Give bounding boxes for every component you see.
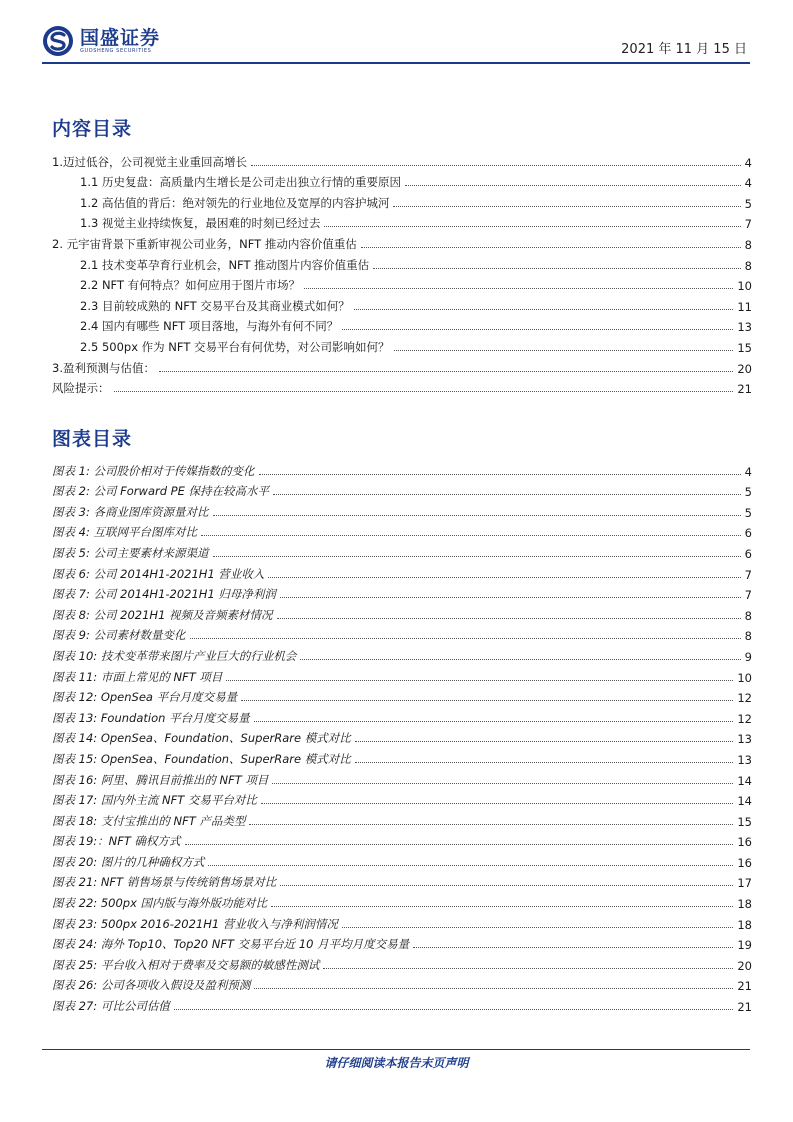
dot-leader bbox=[254, 721, 734, 722]
figure-entry-page-number: 10 bbox=[737, 670, 752, 685]
figure-entry-text: 图表 24: 海外 Top10、Top20 NFT 交易平台近 10 月平均月度交易量 bbox=[52, 937, 410, 952]
dot-leader bbox=[273, 494, 741, 495]
company-logo bbox=[42, 25, 160, 57]
toc-entry[interactable] bbox=[52, 294, 752, 315]
figure-entry[interactable] bbox=[52, 974, 752, 995]
figure-entry-page-number: 16 bbox=[737, 835, 752, 850]
dot-leader bbox=[259, 474, 741, 475]
logo-chinese-name: 国盛证券 bbox=[80, 26, 161, 49]
toc-entry-text: 1.2 高估值的背后：绝对领先的行业地位及宽厚的内容护城河 bbox=[80, 195, 390, 210]
toc-entry-page-number: 11 bbox=[737, 299, 752, 314]
toc-entry[interactable] bbox=[52, 274, 752, 295]
toc-entry-page-number: 15 bbox=[737, 340, 752, 355]
figure-entry-page-number: 6 bbox=[744, 526, 752, 541]
figure-entry[interactable] bbox=[52, 871, 752, 892]
toc-entry[interactable] bbox=[52, 191, 752, 212]
dot-leader bbox=[272, 783, 733, 784]
figure-entry[interactable] bbox=[52, 809, 752, 830]
figure-entry[interactable] bbox=[52, 727, 752, 748]
figure-entry[interactable] bbox=[52, 562, 752, 583]
toc-entry-text: 风险提示： bbox=[52, 381, 110, 396]
figure-entry[interactable] bbox=[52, 583, 752, 604]
dot-leader bbox=[300, 659, 740, 660]
figure-entry[interactable] bbox=[52, 644, 752, 665]
figure-entry-text: 图表 3: 各商业图库资源量对比 bbox=[52, 504, 209, 519]
dot-leader bbox=[277, 618, 741, 619]
toc-entry[interactable] bbox=[52, 377, 752, 398]
toc-entry-text: 1.迈过低谷，公司视觉主业重回高增长 bbox=[52, 154, 247, 169]
figure-entry-text: 图表 7: 公司 2014H1-2021H1 归母净利润 bbox=[52, 587, 276, 602]
dot-leader bbox=[393, 206, 740, 207]
dot-leader bbox=[354, 309, 734, 310]
figure-entry-page-number: 12 bbox=[737, 691, 752, 706]
figure-entry-text: 图表 22: 500px 国内版与海外版功能对比 bbox=[52, 896, 268, 911]
dot-leader bbox=[280, 885, 733, 886]
toc-title: 内容目录 bbox=[52, 118, 133, 140]
toc-entry[interactable] bbox=[52, 315, 752, 336]
toc-entry-page-number: 4 bbox=[744, 176, 752, 191]
figure-entry-text: 图表 21: NFT 销售场景与传统销售场景对比 bbox=[52, 875, 277, 890]
figure-entry-text: 图表 27: 可比公司估值 bbox=[52, 999, 170, 1014]
figure-entry[interactable] bbox=[52, 912, 752, 933]
header-divider bbox=[42, 62, 750, 64]
figure-list-title: 图表目录 bbox=[52, 428, 133, 450]
dot-leader bbox=[190, 638, 741, 639]
figure-entry-page-number: 19 bbox=[737, 938, 752, 953]
figure-entry[interactable] bbox=[52, 459, 752, 480]
dot-leader bbox=[405, 185, 741, 186]
dot-leader bbox=[304, 288, 733, 289]
figure-entry-text: 图表 5: 公司主要素材来源渠道 bbox=[52, 545, 209, 560]
toc-entry-text: 2.2 NFT 有何特点？如何应用于图片市场？ bbox=[80, 278, 301, 293]
dot-leader bbox=[342, 927, 734, 928]
dot-leader bbox=[185, 844, 734, 845]
dot-leader bbox=[114, 391, 734, 392]
figure-entry-text: 图表 14: OpenSea、Foundation、SuperRare 模式对比 bbox=[52, 731, 351, 746]
figure-entry-text: 图表 4: 互联网平台图库对比 bbox=[52, 525, 198, 540]
dot-leader bbox=[159, 371, 733, 372]
dot-leader bbox=[355, 762, 734, 763]
dot-leader bbox=[226, 680, 733, 681]
page-header bbox=[0, 0, 793, 70]
toc-entry[interactable] bbox=[52, 171, 752, 192]
toc-entry-page-number: 7 bbox=[744, 217, 752, 232]
toc-entry-text: 2.4 国内有哪些 NFT 项目落地，与海外有何不同？ bbox=[80, 319, 339, 334]
toc-entry-text: 3.盈利预测与估值： bbox=[52, 360, 155, 375]
dot-leader bbox=[342, 329, 733, 330]
toc-entry-page-number: 21 bbox=[737, 382, 752, 397]
dot-leader bbox=[208, 865, 733, 866]
dot-leader bbox=[323, 968, 733, 969]
dot-leader bbox=[361, 247, 741, 248]
figure-entry-page-number: 7 bbox=[744, 567, 752, 582]
figure-entry-page-number: 17 bbox=[737, 876, 752, 891]
figure-entry-text: 图表 23: 500px 2016-2021H1 营业收入与净利润情况 bbox=[52, 916, 338, 931]
dot-leader bbox=[251, 165, 741, 166]
toc-entry-text: 2.1 技术变革孕育行业机会，NFT 推动图片内容价值重估 bbox=[80, 257, 370, 272]
figure-entry-text: 图表 19:：NFT 确权方式 bbox=[52, 834, 181, 849]
figure-entry[interactable] bbox=[52, 480, 752, 501]
toc-entry[interactable] bbox=[52, 356, 752, 377]
figure-entry-page-number: 9 bbox=[744, 649, 752, 664]
dot-leader bbox=[213, 515, 741, 516]
figure-entry-text: 图表 11: 市面上常见的 NFT 项目 bbox=[52, 669, 223, 684]
figure-entry[interactable] bbox=[52, 768, 752, 789]
figure-entry[interactable] bbox=[52, 933, 752, 954]
figure-entry-text: 图表 1: 公司股价相对于传媒指数的变化 bbox=[52, 463, 255, 478]
dot-leader bbox=[373, 268, 741, 269]
figure-entry-text: 图表 18: 支付宝推出的 NFT 产品类型 bbox=[52, 813, 246, 828]
figure-entry[interactable] bbox=[52, 603, 752, 624]
figure-entry-page-number: 18 bbox=[737, 917, 752, 932]
toc-entry-page-number: 8 bbox=[744, 258, 752, 273]
guosheng-logo-icon bbox=[42, 25, 74, 57]
footer-disclaimer: 请仔细阅读本报告末页声明 bbox=[324, 1056, 469, 1070]
figure-entry-text: 图表 15: OpenSea、Foundation、SuperRare 模式对比 bbox=[52, 751, 351, 766]
dot-leader bbox=[213, 556, 741, 557]
figure-entry-text: 图表 8: 公司 2021H1 视频及音频素材情况 bbox=[52, 607, 273, 622]
toc-entry-page-number: 8 bbox=[744, 237, 752, 252]
logo-english-name: GUOSHENG SECURITIES bbox=[80, 47, 152, 54]
dot-leader bbox=[271, 906, 733, 907]
figure-entry[interactable] bbox=[52, 665, 752, 686]
figure-entry-page-number: 13 bbox=[737, 752, 752, 767]
content-toc-list bbox=[52, 150, 752, 397]
dot-leader bbox=[394, 350, 734, 351]
dot-leader bbox=[355, 741, 734, 742]
figure-entry-page-number: 20 bbox=[737, 958, 752, 973]
figure-entry[interactable] bbox=[52, 686, 752, 707]
figure-entry-text: 图表 9: 公司素材数量变化 bbox=[52, 628, 186, 643]
toc-entry-page-number: 4 bbox=[744, 155, 752, 170]
dot-leader bbox=[201, 535, 741, 536]
figure-entry[interactable] bbox=[52, 953, 752, 974]
figure-entry-page-number: 12 bbox=[737, 711, 752, 726]
figure-entry[interactable] bbox=[52, 994, 752, 1015]
dot-leader bbox=[324, 226, 740, 227]
dot-leader bbox=[241, 700, 733, 701]
figure-entry-page-number: 7 bbox=[744, 588, 752, 603]
figure-entry-text: 图表 20: 图片的几种确权方式 bbox=[52, 854, 205, 869]
dot-leader bbox=[254, 988, 733, 989]
figure-entry-page-number: 18 bbox=[737, 897, 752, 912]
figure-entry-text: 图表 12: OpenSea 平台月度交易量 bbox=[52, 690, 238, 705]
figure-entry-page-number: 14 bbox=[737, 794, 752, 809]
figure-entry[interactable] bbox=[52, 891, 752, 912]
figure-entry-page-number: 6 bbox=[744, 546, 752, 561]
footer-divider bbox=[42, 1049, 750, 1050]
dot-leader bbox=[261, 803, 733, 804]
figure-entry-page-number: 4 bbox=[744, 464, 752, 479]
figure-entry-page-number: 5 bbox=[744, 505, 752, 520]
figure-entry-page-number: 14 bbox=[737, 773, 752, 788]
figure-entry[interactable] bbox=[52, 747, 752, 768]
toc-entry-text: 1.1 历史复盘：高质量内生增长是公司走出独立行情的重要原因 bbox=[80, 175, 401, 190]
figure-entry[interactable] bbox=[52, 541, 752, 562]
figure-entry-text: 图表 17: 国内外主流 NFT 交易平台对比 bbox=[52, 793, 257, 808]
figure-entry-text: 图表 26: 公司各项收入假设及盈利预测 bbox=[52, 978, 251, 993]
toc-entry-page-number: 20 bbox=[737, 361, 752, 376]
figure-entry[interactable] bbox=[52, 830, 752, 851]
figure-entry-text: 图表 16: 阿里、腾讯目前推出的 NFT 项目 bbox=[52, 772, 269, 787]
figure-entry-text: 图表 2: 公司 Forward PE 保持在较高水平 bbox=[52, 484, 270, 499]
figure-entry[interactable] bbox=[52, 706, 752, 727]
toc-entry-text: 2. 元宇宙背景下重新审视公司业务，NFT 推动内容价值重估 bbox=[52, 236, 357, 251]
toc-entry-text: 2.5 500px 作为 NFT 交易平台有何优势，对公司影响如何？ bbox=[80, 339, 390, 354]
figure-entry[interactable] bbox=[52, 624, 752, 645]
toc-entry-page-number: 10 bbox=[737, 279, 752, 294]
toc-entry-text: 1.3 视觉主业持续恢复，最困难的时刻已经过去 bbox=[80, 216, 321, 231]
figure-entry-text: 图表 25: 平台收入相对于费率及交易额的敏感性测试 bbox=[52, 957, 320, 972]
figure-entry-page-number: 21 bbox=[737, 1000, 752, 1015]
figure-entry[interactable] bbox=[52, 500, 752, 521]
dot-leader bbox=[280, 597, 741, 598]
figure-entry-page-number: 13 bbox=[737, 732, 752, 747]
figure-entry-page-number: 8 bbox=[744, 629, 752, 644]
figure-entry-page-number: 21 bbox=[737, 979, 752, 994]
figure-entry-page-number: 16 bbox=[737, 855, 752, 870]
toc-entry[interactable] bbox=[52, 253, 752, 274]
toc-entry-page-number: 13 bbox=[737, 320, 752, 335]
dot-leader bbox=[268, 577, 740, 578]
figure-entry-page-number: 8 bbox=[744, 608, 752, 623]
toc-entry-page-number: 5 bbox=[744, 196, 752, 211]
figure-entry[interactable] bbox=[52, 850, 752, 871]
dot-leader bbox=[249, 824, 733, 825]
figure-entry-page-number: 15 bbox=[737, 814, 752, 829]
toc-entry-text: 2.3 目前较成熟的 NFT 交易平台及其商业模式如何？ bbox=[80, 298, 350, 313]
figure-entry-text: 图表 6: 公司 2014H1-2021H1 营业收入 bbox=[52, 566, 265, 581]
toc-entry[interactable] bbox=[52, 212, 752, 233]
figure-toc-list bbox=[52, 459, 752, 1015]
toc-entry[interactable] bbox=[52, 232, 752, 253]
figure-entry[interactable] bbox=[52, 789, 752, 810]
report-date: 2021 年 11 月 15 日 bbox=[621, 42, 747, 57]
figure-entry-page-number: 5 bbox=[744, 485, 752, 500]
dot-leader bbox=[174, 1009, 734, 1010]
toc-entry[interactable] bbox=[52, 150, 752, 171]
toc-entry[interactable] bbox=[52, 335, 752, 356]
figure-entry[interactable] bbox=[52, 521, 752, 542]
figure-entry-text: 图表 10: 技术变革带来图片产业巨大的行业机会 bbox=[52, 648, 297, 663]
dot-leader bbox=[413, 947, 733, 948]
figure-entry-text: 图表 13: Foundation 平台月度交易量 bbox=[52, 710, 250, 725]
